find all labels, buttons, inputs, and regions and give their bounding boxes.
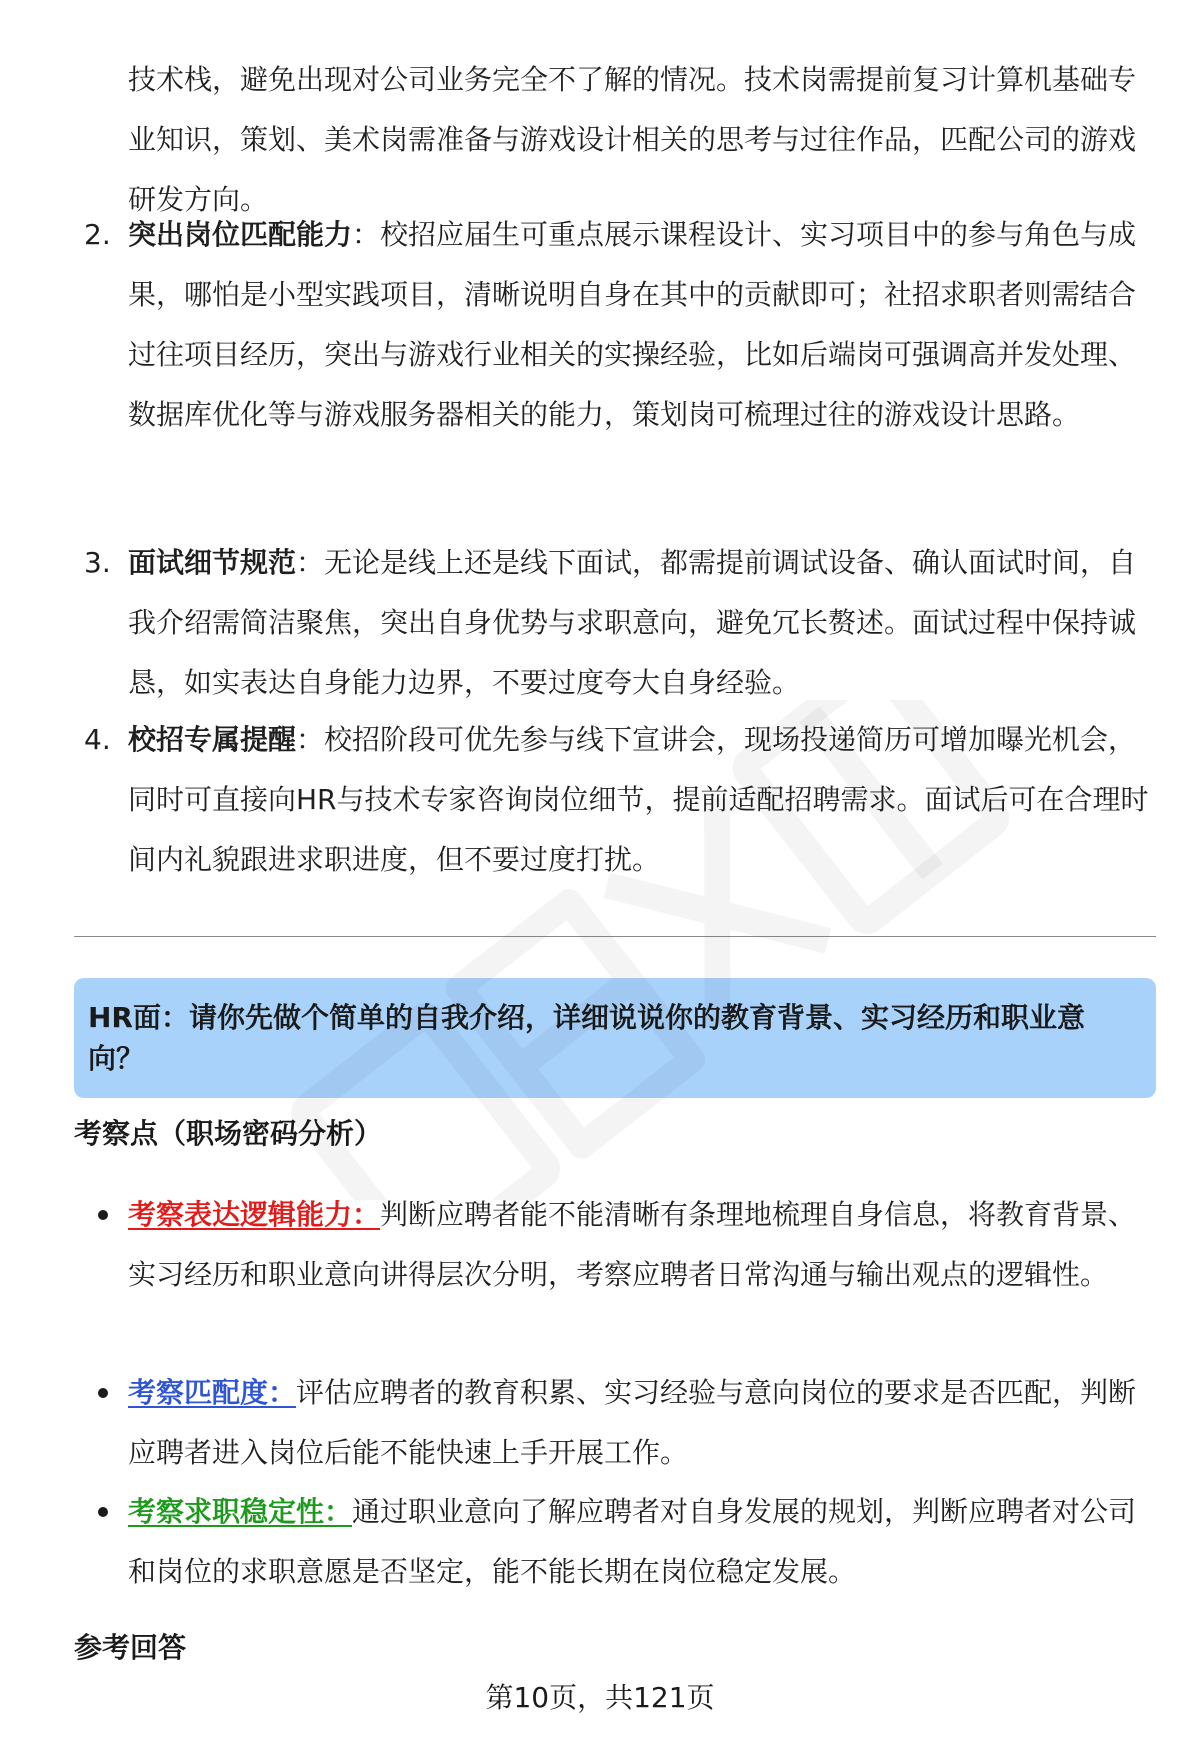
list-number: 3.: [84, 546, 111, 579]
tip-title: 面试细节规范: [128, 546, 297, 579]
list-number: 4.: [84, 723, 111, 756]
top-paragraph: 技术栈，避免出现对公司业务完全不了解的情况。技术岗需提前复习计算机基础专业知识，策划、美术岗需准备与游戏设计相关的思考与过往作品，匹配公司的游戏研发方向。: [128, 63, 1137, 216]
tip-body: ：无论是线上还是线下面试，都需提前调试设备、确认面试时间，自我介绍需简洁聚焦，突出自身优势与求职意向，避免冗长赘述。面试过程中保持诚恳，如实表达自身能力边界，不要过度夸大自身经验。: [128, 546, 1137, 699]
bullet-icon: [98, 1507, 108, 1517]
point-label: 考察匹配度：: [128, 1376, 297, 1409]
point-body: 判断应聘者能不能清晰有条理地梳理自身信息，将教育背景、实习经历和职业意向讲得层次分明，考察应聘者日常沟通与输出观点的逻辑性。: [128, 1198, 1137, 1291]
point-label: 考察表达逻辑能力：: [128, 1198, 381, 1231]
question-text: HR面：请你先做个简单的自我介绍，详细说说你的教育背景、实习经历和职业意向？: [88, 1001, 1085, 1075]
tip-title: 突出岗位匹配能力: [128, 218, 353, 251]
tip-body: ：校招应届生可重点展示课程设计、实习项目中的参与角色与成果，哪怕是小型实践项目，清晰说明自身在其中的贡献即可；社招求职者则需结合过往项目经历，突出与游戏行业相关的实操经验，比如后端岗可强调高并发处理、数据库优化等与游戏服务器相关的能力，策划岗可梳理过往的游戏设计思路。: [128, 218, 1137, 431]
list-text: [128, 710, 1150, 890]
section-divider: [74, 936, 1156, 937]
point-text: [128, 1482, 1150, 1602]
list-number: 2.: [84, 218, 111, 251]
tip-title: 校招专属提醒: [128, 723, 297, 756]
list-text: [128, 205, 1150, 445]
point-text: [128, 1185, 1150, 1305]
answer-heading: 参考回答: [74, 1631, 187, 1664]
page-footer: 第10页，共121页: [485, 1681, 715, 1714]
point-body: 评估应聘者的教育积累、实习经验与意向岗位的要求是否匹配，判断应聘者进入岗位后能不能快速上手开展工作。: [128, 1376, 1137, 1469]
point-text: [128, 1363, 1150, 1483]
question-box: [74, 978, 1156, 1098]
bullet-icon: [98, 1388, 108, 1398]
bullet-icon: [98, 1210, 108, 1220]
point-label: 考察求职稳定性：: [128, 1495, 353, 1528]
tip-body: ：校招阶段可优先参与线下宣讲会，现场投递简历可增加曝光机会，同时可直接向HR与技术专家咨询岗位细节，提前适配招聘需求。面试后可在合理时间内礼貌跟进求职进度，但不要过度打扰。: [128, 723, 1149, 876]
analysis-heading: 考察点（职场密码分析）: [74, 1117, 383, 1150]
point-body: 通过职业意向了解应聘者对自身发展的规划，判断应聘者对公司和岗位的求职意愿是否坚定，能不能长期在岗位稳定发展。: [128, 1495, 1137, 1588]
list-text: [128, 533, 1150, 713]
